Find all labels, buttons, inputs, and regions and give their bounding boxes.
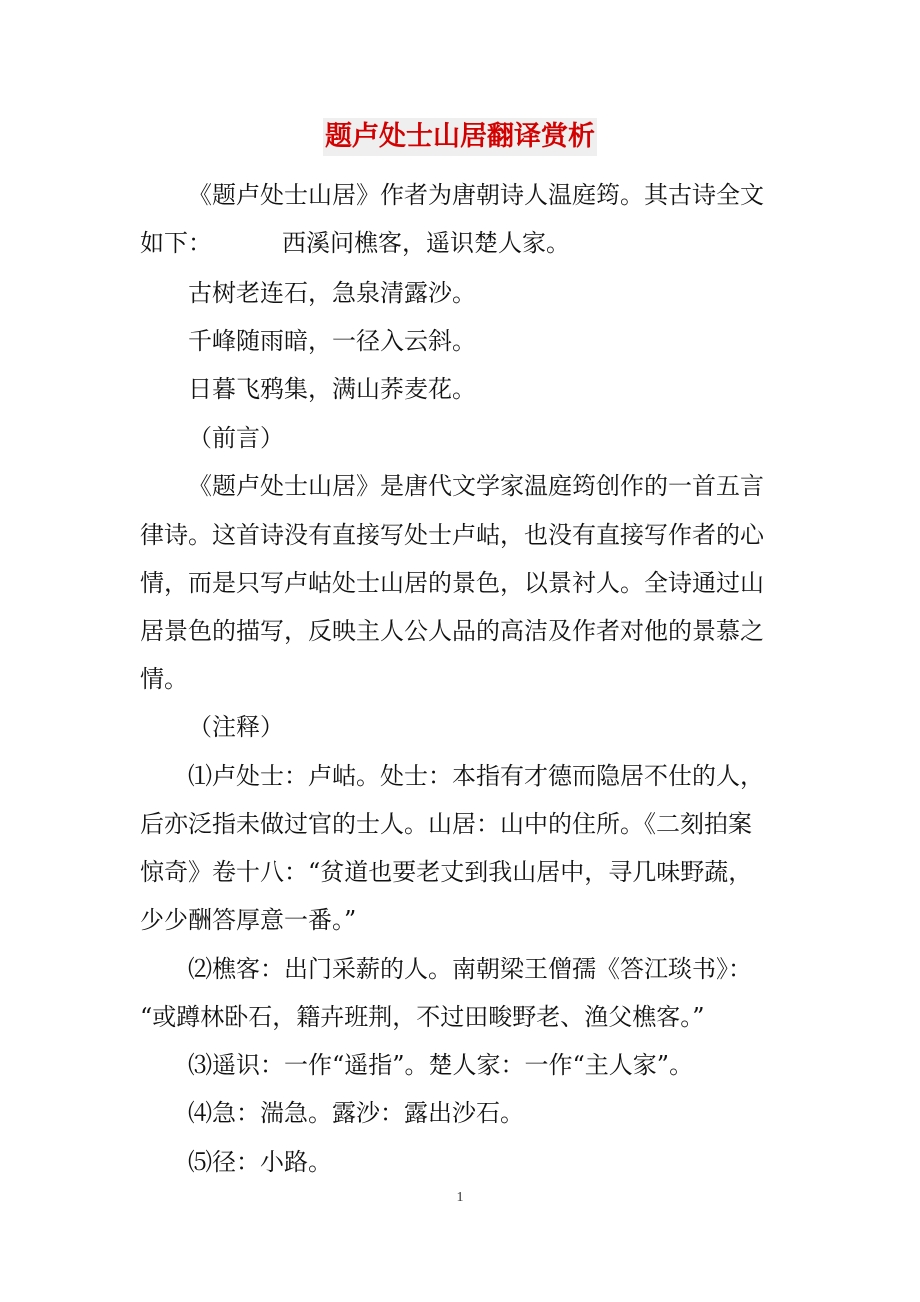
preface-line-5: 情。: [140, 665, 188, 693]
poem-line-3: 千峰随雨暗，一径入云斜。: [188, 327, 476, 355]
note-5: ⑸径：小路。: [188, 1148, 332, 1176]
note-1-line-1: ⑴卢处士：卢岵。处士：本指有才德而隐居不仕的人，: [188, 762, 764, 790]
section-heading-preface: （前言）: [188, 424, 284, 452]
note-2-line-1: ⑵樵客：出门采薪的人。南朝梁王僧孺《答江琰书》：: [188, 955, 752, 983]
preface-line-4: 居景色的描写，反映主人公人品的高洁及作者对他的景慕之: [140, 617, 764, 645]
poem-line-2: 古树老连石，急泉清露沙。: [188, 279, 476, 307]
title-container: [0, 118, 920, 156]
note-1-line-2: 后亦泛指未做过官的士人。山居：山中的住所。《二刻拍案: [140, 810, 752, 838]
preface-line-2: 律诗。这首诗没有直接写处士卢岵，也没有直接写作者的心: [140, 521, 764, 549]
paragraph-intro-line-1: 《题卢处士山居》作者为唐朝诗人温庭筠。其古诗全文: [188, 181, 764, 209]
note-1-line-4: 少少酬答厚意一番。”: [140, 906, 357, 934]
page-number: 1: [456, 1190, 464, 1205]
note-4: ⑷急：湍急。露沙：露出沙石。: [188, 1099, 524, 1127]
preface-line-3: 情，而是只写卢岵处士山居的景色，以景衬人。全诗通过山: [140, 569, 764, 597]
note-3: ⑶遥识：一作“遥指”。楚人家：一作“主人家”。: [188, 1051, 694, 1079]
poem-line-4: 日暮飞鸦集，满山荞麦花。: [188, 375, 476, 403]
section-heading-notes: （注释）: [188, 713, 284, 741]
preface-line-1: 《题卢处士山居》是唐代文学家温庭筠创作的一首五言: [188, 472, 764, 500]
note-1-line-3: 惊奇》卷十八：“贫道也要老丈到我山居中，寻几味野蔬，: [140, 858, 753, 886]
poem-line-1: 西溪问樵客，遥识楚人家。: [282, 229, 570, 257]
paragraph-intro-lead: 如下：: [140, 229, 212, 257]
paragraph-intro-line-2: [140, 228, 790, 258]
document-title: 题卢处士山居翻译赏析: [323, 118, 597, 156]
note-2-line-2: “或蹲林卧石，籍卉班荆，不过田畯野老、渔父樵客。”: [140, 1003, 705, 1031]
